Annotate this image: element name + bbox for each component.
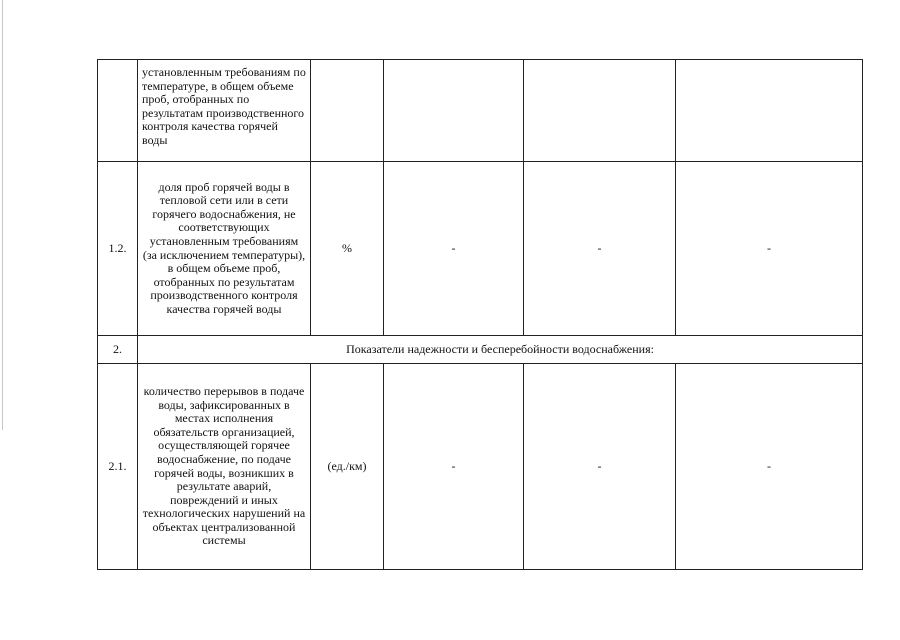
table-row [98,162,863,336]
value-cell-1: - [384,162,524,336]
page-edge-mark [2,0,3,430]
row-description-cell: установленным требованиям по температуре, в общем объеме проб, отобранных по результатам производственного контроля качества горячей воды [138,60,311,162]
row-number-cell: 1.2. [98,162,138,336]
table-row [98,336,863,364]
value-cell-2: - [524,162,676,336]
value-cell-1 [384,60,524,162]
unit-cell [311,60,384,162]
value-cell-3: - [676,162,863,336]
value-cell-3 [676,60,863,162]
value-cell-1: - [384,364,524,570]
row-number-cell: 2.1. [98,364,138,570]
indicators-table [97,59,863,570]
row-number-cell: 2. [98,336,138,364]
row-description-cell: доля проб горячей воды в тепловой сети или в сети горячего водоснабжения, не соответствующих установленным требованиям (за исключением температуры), в общем объеме проб, отобранных по результатам производственного контроля качества горячей воды [138,162,311,336]
row-number-cell [98,60,138,162]
row-description-cell: количество перерывов в подаче воды, зафиксированных в местах исполнения обязательств организацией, осуществляющей горячее водоснабжение, по подаче горячей воды, возникших в результате аварий, повреждений и иных технологических нарушений на объектах централизованной системы [138,364,311,570]
value-cell-3: - [676,364,863,570]
unit-cell: % [311,162,384,336]
table-row [98,60,863,162]
section-title-cell: Показатели надежности и бесперебойности водоснабжения: [138,336,863,364]
table-row [98,364,863,570]
value-cell-2 [524,60,676,162]
unit-cell: (ед./км) [311,364,384,570]
value-cell-2: - [524,364,676,570]
